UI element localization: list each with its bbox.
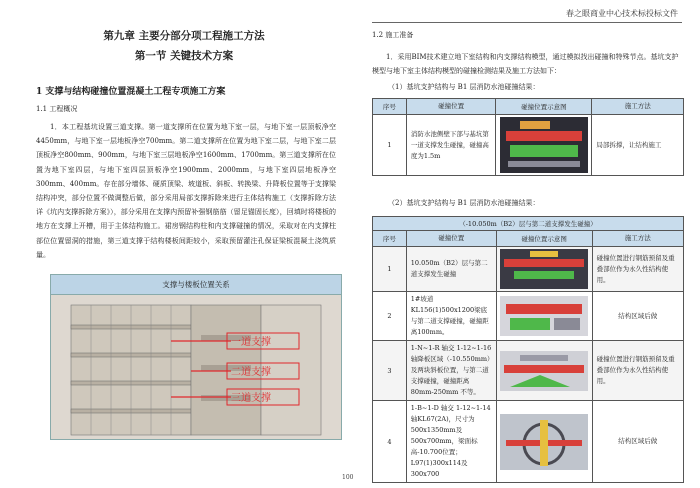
row-diagram — [496, 247, 592, 292]
table-row — [373, 341, 684, 401]
collision-thumbnail — [500, 414, 588, 470]
heading-level-1: 1 支撑与结构碰撞位置混凝土工程专项施工方案 — [36, 87, 226, 97]
figure-caption: 支撑与楼板位置关系 — [51, 275, 341, 295]
row-method: 碰撞位置进行钢筋预留及重叠部位作为永久性结构使用。 — [592, 341, 683, 401]
support-slab-figure — [50, 274, 342, 440]
collision-result-1-heading: （1）基坑支护结构与 B1 层消防水池碰撞结果： — [388, 83, 540, 91]
second-support-label: 二道支撑 — [231, 367, 271, 378]
col-header-no: 序号 — [373, 231, 407, 247]
collision-thumbnail — [500, 296, 588, 336]
heading-project-overview: 1.1 工程概况 — [36, 105, 78, 113]
collision-table-1 — [372, 98, 684, 176]
table-row — [373, 247, 684, 292]
row-number: 3 — [373, 341, 407, 401]
row-diagram — [496, 292, 592, 341]
section-title: 第一节 关键技术方案 — [134, 50, 234, 62]
row-number: 1 — [373, 247, 407, 292]
table-caption-row — [373, 217, 684, 231]
table-header-row — [373, 231, 684, 247]
col-header-method: 施工方法 — [592, 231, 683, 247]
row-diagram — [496, 401, 592, 483]
table-header-row — [373, 99, 684, 115]
collision-result-2-heading: （2）基坑支护结构与 B1 层消防水池碰撞结果： — [388, 199, 540, 207]
project-overview-paragraph: 1．本工程基坑设置三道支撑。第一道支撑所在位置为地下室一层，与地下室一层顶板净空4450mm，与地下室一层地板净空700mm。第二道支撑所在位置为地下室二层，与地下室二层顶板净空800mm、900mm，与地下室三层地板净空1600mm、1700mm。第三道支撑所在位置为地下室四层，与地下室四层顶板净空1900mm、2000mm，与地下室四层地板净空300mm、400mm。存在部分墙体、硬质顶梁、坡道板、斜板、转换梁、升降板位置等于支撑梁结构冲突，部分位置不做调整后做，部分采用局部支撑拆除来进行主体结构施工（支撑拆除方法详《坑内支撑拆除方案》），部分采用在支撑内预留补强钢筋筋（留足锚固长度），回填时将楼板的地方在支撑上开槽，用于主体结构施工。裙房钢结构柱和内支撑碰撞的情况，采取对在内支撑柱部位位置留洞的措施，第三道支撑于结构楼板间距较小，采取预留灌注孔保证梁板混凝土浇筑质量。 — [36, 123, 336, 259]
structure-section-illustration — [51, 295, 341, 439]
row-position: 消防水池侧壁下部与基坑第一道支撑发生碰撞，碰撞高度为1.5m — [406, 115, 496, 176]
row-position: 1#坡道 KL156(1)500x1200梁底与第二道支撑碰撞，碰撞距离100mm。 — [406, 292, 496, 341]
third-support-label: 三道支撑 — [231, 393, 271, 404]
row-diagram — [496, 341, 592, 401]
collision-table-2 — [372, 216, 684, 483]
heading-preparation: 1.2 施工准备 — [372, 31, 414, 39]
table-row — [373, 401, 684, 483]
document-header-title: 春之眼商业中心技术标投标文件 — [566, 9, 678, 18]
col-header-diagram: 碰撞位置示意图 — [496, 231, 592, 247]
table-row — [373, 115, 684, 176]
structure-drawing — [51, 295, 341, 439]
row-method: 碰撞位置进行钢筋预留及重叠部位作为永久性结构使用。 — [592, 247, 683, 292]
col-header-position: 碰撞位置 — [406, 231, 496, 247]
collision-thumbnail — [500, 351, 588, 391]
first-support-label: 一道支撑 — [231, 337, 271, 348]
collision-thumbnail — [500, 249, 588, 289]
table-caption: （-10.050m（B2）层与第二道支撑发生碰撞） — [373, 217, 684, 231]
page-number: 100 — [342, 474, 354, 481]
row-position: 10.050m（B2）层与第二道支撑发生碰撞 — [406, 247, 496, 292]
collision-thumbnail — [500, 117, 588, 173]
row-method: 局部拆撑，让结构施工 — [592, 115, 684, 176]
chapter-title: 第九章 主要分部分项工程施工方法 — [103, 30, 265, 42]
header-divider — [372, 22, 682, 23]
row-method: 结构区域后做 — [592, 401, 683, 483]
col-header-no: 序号 — [373, 99, 407, 115]
row-diagram — [496, 115, 592, 176]
row-number: 4 — [373, 401, 407, 483]
row-number: 1 — [373, 115, 407, 176]
row-position: 1-N~1-R 轴交 1-12~1-16轴降板区域（-10.550mm）及两块斜板位置，与第二道支撑碰撞，碰撞距离 80mm-250mm 不等。 — [406, 341, 496, 401]
row-position: 1-B~1-D 轴交 1-12~1-14轴KL67(2A)，尺寸为 500x1350mm及500x700mm，梁面标高-10.700位置；L97(1)300x114及300x700 — [406, 401, 496, 483]
preparation-paragraph: 1．采用BIM技术建立地下室结构和内支撑结构模型，通过模拟找出碰撞和特殊节点。基坑支护模型与地下室主体结构模型的碰撞检测结果及施工方法如下： — [372, 53, 679, 75]
col-header-method: 施工方法 — [592, 99, 684, 115]
col-header-position: 碰撞位置 — [406, 99, 496, 115]
col-header-diagram: 碰撞位置示意图 — [496, 99, 592, 115]
table-row — [373, 292, 684, 341]
row-number: 2 — [373, 292, 407, 341]
row-method: 结构区域后做 — [592, 292, 683, 341]
